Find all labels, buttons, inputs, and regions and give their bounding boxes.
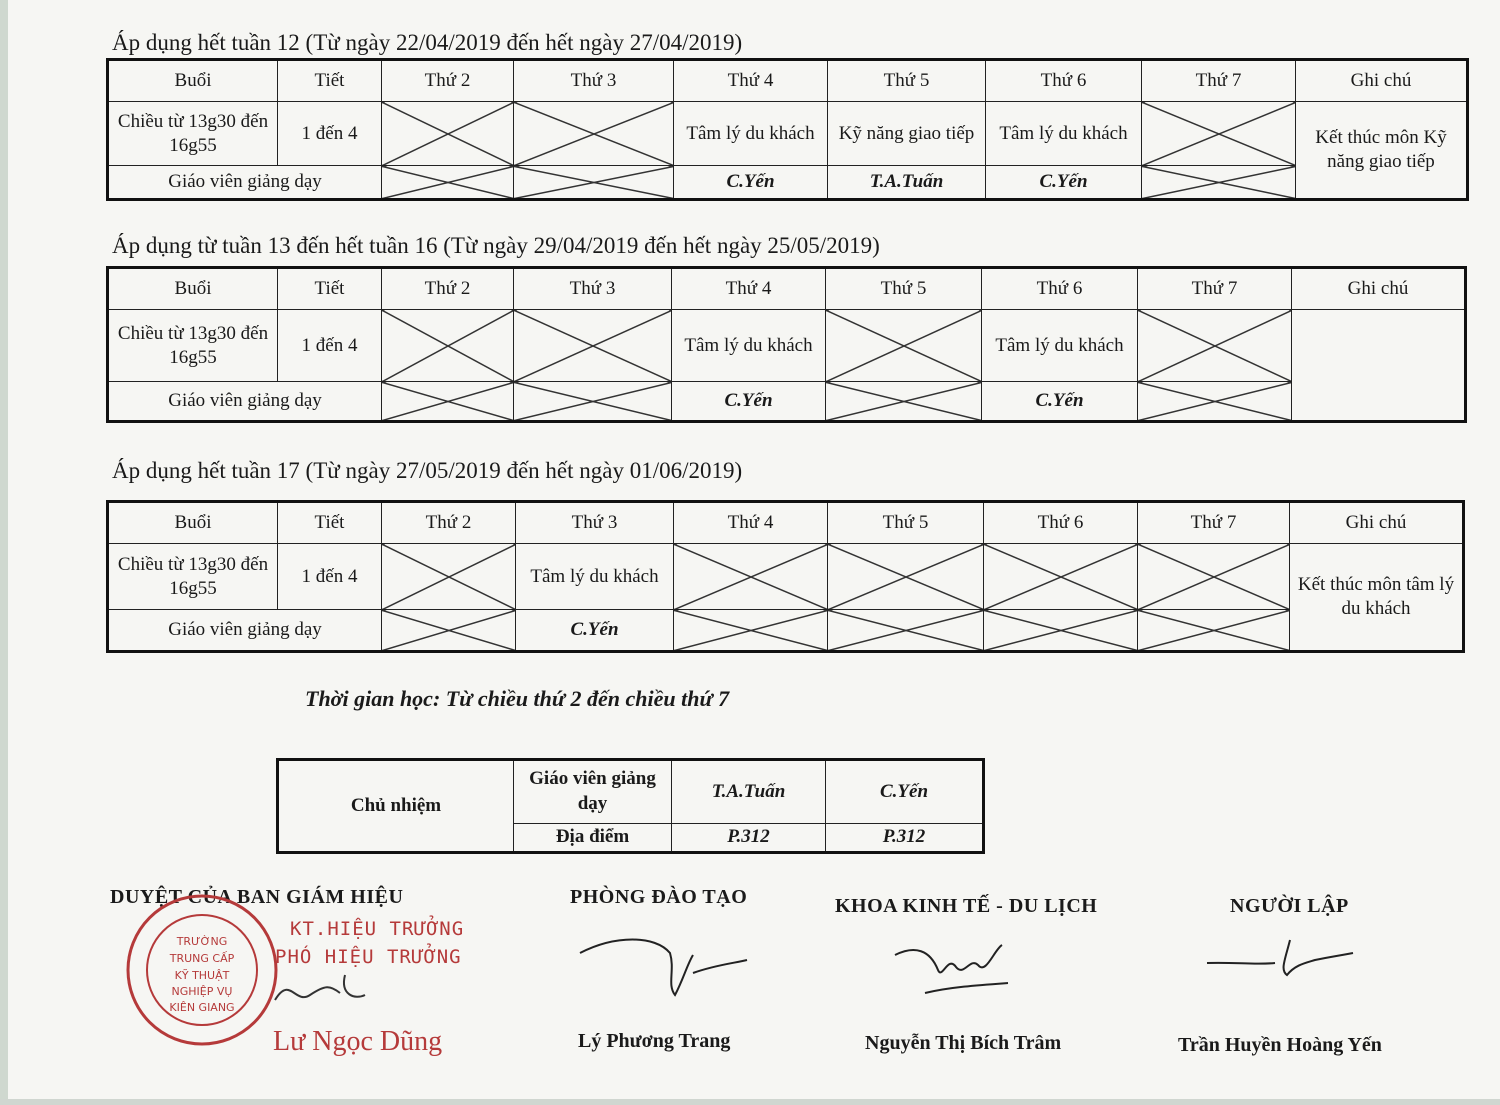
- empty-cell: [828, 544, 984, 610]
- empty-cell: [514, 382, 672, 422]
- faculty-title: KHOA KINH TẾ - DU LỊCH: [835, 895, 1098, 917]
- summary-room: P.312: [826, 824, 984, 853]
- subject-cell: Tâm lý du khách: [516, 544, 674, 610]
- empty-cell: [674, 544, 828, 610]
- svg-text:KỸ THUẬT: KỸ THUẬT: [174, 969, 230, 982]
- summary-teacher: C.Yến: [826, 760, 984, 824]
- summary-teacher: T.A.Tuấn: [672, 760, 826, 824]
- creator-signer-name: Trần Huyền Hoàng Yến: [1178, 1034, 1382, 1056]
- teacher-cell: T.A.Tuấn: [828, 166, 986, 200]
- schedule-2-table: [106, 266, 1467, 423]
- summary-room: P.312: [672, 824, 826, 853]
- vice-principal-sub2: PHÓ HIỆU TRƯỞNG: [275, 946, 462, 968]
- period-cell: 1 đến 4: [278, 544, 382, 610]
- col-header: Ghi chú: [1292, 268, 1466, 310]
- empty-cell: [514, 166, 674, 200]
- col-header: Thứ 7: [1138, 502, 1290, 544]
- empty-cell: [674, 610, 828, 652]
- session-cell: Chiều từ 13g30 đến 16g55: [108, 310, 278, 382]
- empty-cell: [382, 610, 516, 652]
- empty-cell: [826, 382, 982, 422]
- empty-cell: [382, 544, 516, 610]
- subject-cell: Kỹ năng giao tiếp: [828, 102, 986, 166]
- col-header: Thứ 2: [382, 502, 516, 544]
- col-header: Tiết: [278, 268, 382, 310]
- session-cell: Chiều từ 13g30 đến 16g55: [108, 102, 278, 166]
- empty-cell: [514, 310, 672, 382]
- faculty-signer-name: Nguyễn Thị Bích Trâm: [865, 1032, 1062, 1054]
- empty-cell: [1138, 544, 1290, 610]
- creator-title: NGƯỜI LẬP: [1230, 895, 1349, 917]
- col-header: Ghi chú: [1290, 502, 1464, 544]
- col-header: Thứ 4: [674, 60, 828, 102]
- signature-faculty: [890, 935, 1020, 1000]
- header-row: [108, 502, 1464, 544]
- teacher-cell: C.Yến: [982, 382, 1138, 422]
- col-header: Thứ 4: [672, 268, 826, 310]
- board-signer-name: Lư Ngọc Dũng: [273, 1026, 443, 1057]
- col-header: Thứ 5: [828, 60, 986, 102]
- col-header: Thứ 4: [674, 502, 828, 544]
- empty-cell: [984, 610, 1138, 652]
- teacher-label: Giáo viên giảng dạy: [108, 382, 382, 422]
- session-cell: Chiều từ 13g30 đến 16g55: [108, 544, 278, 610]
- signature-board: [270, 965, 370, 1010]
- col-header: Tiết: [278, 60, 382, 102]
- teacher-row: [108, 610, 1464, 652]
- empty-cell: [1142, 102, 1296, 166]
- header-row: [108, 268, 1466, 310]
- col-header: Thứ 2: [382, 60, 514, 102]
- note-cell: Kết thúc môn tâm lý du khách: [1290, 544, 1464, 652]
- col-header: Buổi: [108, 268, 278, 310]
- empty-cell: [382, 166, 514, 200]
- empty-cell: [1142, 166, 1296, 200]
- col-header: Thứ 2: [382, 268, 514, 310]
- empty-cell: [382, 310, 514, 382]
- svg-text:KIÊN GIANG: KIÊN GIANG: [169, 1001, 235, 1014]
- empty-cell: [826, 310, 982, 382]
- col-header: Thứ 7: [1142, 60, 1296, 102]
- page-edge-bottom: [0, 1099, 1500, 1105]
- session-row: [108, 310, 1466, 382]
- subject-cell: Tâm lý du khách: [986, 102, 1142, 166]
- board-approval-title: DUYỆT CỦA BAN GIÁM HIỆU: [110, 886, 404, 908]
- period-cell: 1 đến 4: [278, 310, 382, 382]
- schedule-3-title: Áp dụng hết tuần 17 (Từ ngày 27/05/2019 đến hết ngày 01/06/2019): [112, 458, 743, 483]
- signature-training: [575, 925, 755, 1000]
- schedule-2-title: Áp dụng từ tuần 13 đến hết tuần 16 (Từ ngày 29/04/2019 đến hết ngày 25/05/2019): [112, 233, 880, 258]
- teacher-cell: C.Yến: [674, 166, 828, 200]
- empty-cell: [828, 610, 984, 652]
- col-header: Thứ 6: [984, 502, 1138, 544]
- empty-cell: [382, 102, 514, 166]
- training-signer-name: Lý Phương Trang: [578, 1030, 731, 1052]
- teacher-label: Giáo viên giảng dạy: [108, 166, 382, 200]
- svg-text:TRUNG CẤP: TRUNG CẤP: [169, 952, 235, 965]
- empty-cell: [1138, 310, 1292, 382]
- teacher-row: [108, 382, 1466, 422]
- empty-cell: [1138, 610, 1290, 652]
- col-header: Buổi: [108, 502, 278, 544]
- subject-cell: Tâm lý du khách: [982, 310, 1138, 382]
- training-office-title: PHÒNG ĐÀO TẠO: [570, 886, 748, 908]
- col-header: Thứ 3: [514, 60, 674, 102]
- school-stamp-icon: [122, 890, 282, 1055]
- schedule-1-title: Áp dụng hết tuần 12 (Từ ngày 22/04/2019 đến hết ngày 27/04/2019): [112, 30, 743, 55]
- empty-cell: [1138, 382, 1292, 422]
- teacher-cell: C.Yến: [986, 166, 1142, 200]
- vice-principal-sub1: KT.HIỆU TRƯỞNG: [290, 918, 465, 940]
- col-header: Thứ 6: [982, 268, 1138, 310]
- empty-cell: [984, 544, 1138, 610]
- schedule-1-table: [106, 58, 1469, 201]
- teacher-label: Giáo viên giảng dạy: [514, 760, 672, 824]
- signature-creator: [1205, 935, 1355, 985]
- teacher-label: Giáo viên giảng dạy: [108, 610, 382, 652]
- period-cell: 1 đến 4: [278, 102, 382, 166]
- subject-cell: Tâm lý du khách: [674, 102, 828, 166]
- session-row: [108, 102, 1468, 166]
- col-header: Tiết: [278, 502, 382, 544]
- teacher-cell: C.Yến: [516, 610, 674, 652]
- schedule-3-table: [106, 500, 1465, 653]
- teacher-row: [108, 166, 1468, 200]
- teacher-cell: C.Yến: [672, 382, 826, 422]
- col-header: Thứ 3: [514, 268, 672, 310]
- col-header: Thứ 6: [986, 60, 1142, 102]
- svg-text:NGHIỆP VỤ: NGHIỆP VỤ: [171, 985, 233, 998]
- col-header: Thứ 7: [1138, 268, 1292, 310]
- col-header: Thứ 5: [828, 502, 984, 544]
- col-header: Buổi: [108, 60, 278, 102]
- homeroom-label: Chủ nhiệm: [278, 760, 514, 853]
- col-header: Ghi chú: [1296, 60, 1468, 102]
- note-cell: Kết thúc môn Kỹ năng giao tiếp: [1296, 102, 1468, 200]
- col-header: Thứ 5: [826, 268, 982, 310]
- session-row: [108, 544, 1464, 610]
- empty-cell: [382, 382, 514, 422]
- empty-cell: [514, 102, 674, 166]
- note-cell: [1292, 310, 1466, 422]
- col-header: Thứ 3: [516, 502, 674, 544]
- location-label: Địa điểm: [514, 824, 672, 853]
- summary-table: [276, 758, 985, 854]
- study-time-note: Thời gian học: Từ chiều thứ 2 đến chiều thứ 7: [305, 686, 730, 711]
- subject-cell: Tâm lý du khách: [672, 310, 826, 382]
- page-edge-left: [0, 0, 8, 1105]
- header-row: [108, 60, 1468, 102]
- summary-row-teachers: [278, 760, 984, 824]
- svg-text:TRƯỜNG: TRƯỜNG: [176, 935, 228, 948]
